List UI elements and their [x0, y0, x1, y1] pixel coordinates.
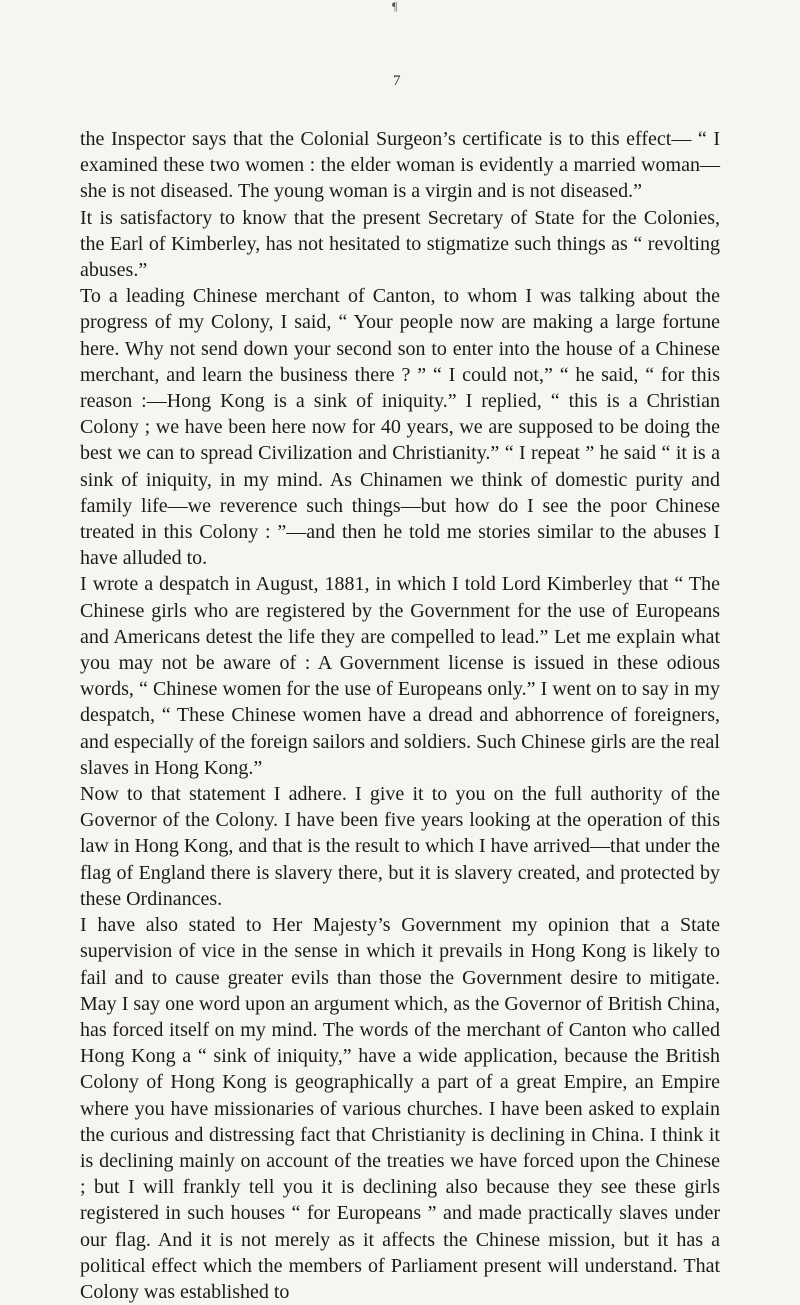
paragraph-4: I wrote a despatch in August, 1881, in which I told Lord Kimberley that “ The Chinese girls who are registered by the Government for the use of Europeans and Americans detest the life they are compelled to lead.” Let me explain what you may not be aware of : A Government license is issued in these odious words, “ Chinese women for the use of Europeans only.” I went on to say in my despatch, “ These Chinese women have a dread and abhorrence of foreigners, and especially of the foreign sailors and soldiers. Such Chinese girls are the real slaves in Hong Kong.” [80, 573, 720, 779]
paragraph-6: I have also stated to Her Majesty’s Government my opinion that a State supervision of vice in the sense in which it prevails in Hong Kong is likely to fail and to cause greater evils than those the Government desire to mitigate. May I say one word upon an argument which, as the Governor of British China, has forced itself on my mind. The words of the merchant of Canton who called Hong Kong a “ sink of iniquity,” have a wide application, because the British Colony of Hong Kong is geographically a part of a great Empire, an Empire where you have missionaries of various churches. I have been asked to explain the curious and distressing fact that Christianity is declining in China. I think it is declining mainly on account of the treaties we have forced upon the Chinese ; but I will frankly tell you it is declining also because they see these girls registered in such houses “ for Europeans ” and made practically slaves under our flag. And it is not merely as it affects the Chinese mission, but it has a political effect which the members of Parliament present will understand. That Colony was established to [80, 914, 720, 1303]
paragraph-3: To a leading Chinese merchant of Canton, to whom I was talking about the progress of my Colony, I said, “ Your people now are making a large fortune here. Why not send down your second son to enter into the house of a Chinese merchant, and learn the business there ? ” “ I could not,” “ he said, “ for this reason :—Hong Kong is a sink of iniquity.” I replied, “ this is a Christian Colony ; we have been here now for 40 years, we are supposed to be doing the best we can to spread Civilization and Christianity.” “ I repeat ” he said “ it is a sink of iniquity, in my mind. As Chinamen we think of domestic purity and family life—we reverence such things—but how do I see the poor Chinese treated in this Colony : ”—and then he told me stories similar to the abuses I have alluded to. [80, 285, 720, 570]
body-text [80, 126, 720, 1305]
paragraph-2: It is satisfactory to know that the present Secretary of State for the Colonies, the Earl of Kimberley, has not hesitated to stigmatize such things as “ revolting abuses.” [80, 206, 720, 282]
page-number: 7 [393, 73, 401, 89]
paragraph-1: the Inspector says that the Colonial Surgeon’s certificate is to this effect— “ I examined these two women : the elder woman is evidently a married woman—she is not diseased. The young woman is a virgin and is not diseased.” [80, 128, 720, 203]
top-margin-mark: ¶ [392, 0, 398, 13]
paragraph-5: Now to that statement I adhere. I give it to you on the full authority of the Governor of the Colony. I have been five years looking at the operation of this law in Hong Kong, and that is the result to which I have arrived—that under the flag of England there is slavery there, but it is slavery created, and protected by these Ordinances. [80, 783, 720, 910]
